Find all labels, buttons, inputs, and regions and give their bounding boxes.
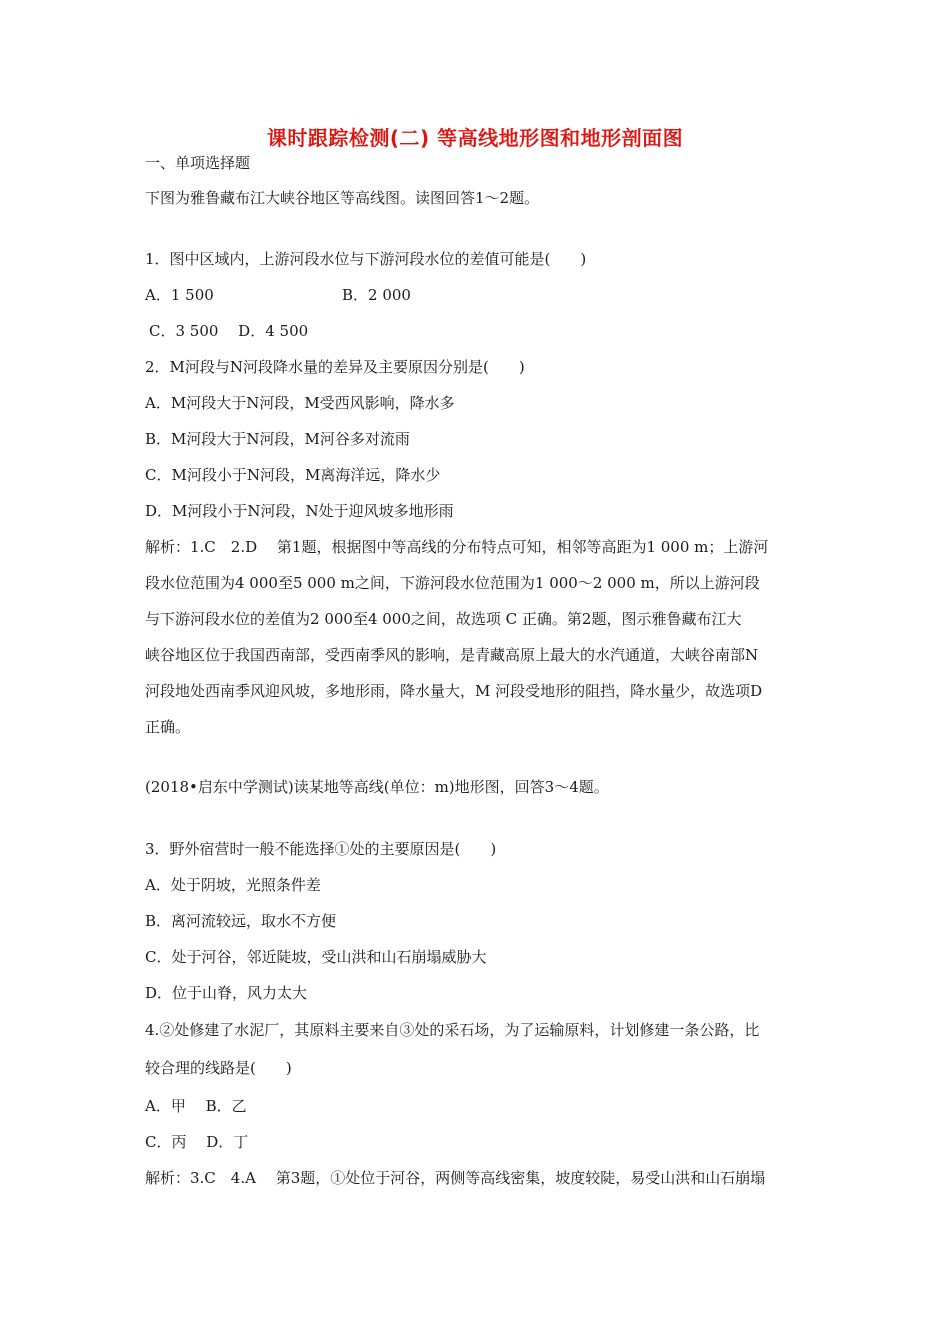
analysis-1-line: 峡谷地区位于我国西南部，受西南季风的影响，是青藏高原上最大的水汽通道，大峡谷南部N [145,646,759,664]
question-2-stem: 2．M河段与N河段降水量的差异及主要原因分别是( ) [145,358,525,376]
question-4-option-ab: A．甲 B．乙 [145,1097,247,1115]
question-3-stem: 3．野外宿营时一般不能选择①处的主要原因是( ) [145,840,497,858]
question-2-option-c: C．M河段小于N河段，M离海洋远，降水少 [145,466,441,484]
question-4-stem-line-1: 4.②处修建了水泥厂，其原料主要来自③处的采石场，为了运输原料，计划修建一条公路，比 [145,1021,760,1039]
question-4-stem-line-2: 较合理的线路是( ) [145,1059,292,1077]
page-title: 课时跟踪检测(二) 等高线地形图和地形剖面图 [266,126,684,150]
question-2-option-b: B．M河段大于N河段，M河谷多对流雨 [145,430,410,448]
section-heading: 一、单项选择题 [145,154,251,172]
analysis-1-line: 与下游河段水位的差值为2 000至4 000之间，故选项 C 正确。第2题，图示雅鲁藏布江大 [145,610,742,628]
analysis-1-line: 河段地处西南季风迎风坡，多地形雨，降水量大，M 河段受地形的阻挡，降水量少，故选项D [145,682,763,700]
question-3-option-c: C．处于河谷，邻近陡坡，受山洪和山石崩塌威胁大 [145,948,487,966]
intro-q1-2: 下图为雅鲁藏布江大峡谷地区等高线图。读图回答1～2题。 [145,189,540,207]
question-3-option-d: D．位于山脊，风力太大 [145,984,308,1002]
question-1-option-cd: C．3 500 D．4 500 [149,322,309,340]
question-2-option-a: A．M河段大于N河段，M受西风影响，降水多 [145,394,455,412]
intro-q3-4: (2018•启东中学测试)读某地等高线(单位：m)地形图，回答3～4题。 [145,778,609,796]
analysis-2-line: 解析：3.C 4.A 第3题，①处位于河谷，两侧等高线密集，坡度较陡，易受山洪和山石崩塌 [145,1169,766,1187]
analysis-1-line: 段水位范围为4 000至5 000 m之间，下游河段水位范围为1 000～2 000 m，所以上游河段 [145,574,760,592]
question-2-option-d: D．M河段小于N河段，N处于迎风坡多地形雨 [145,502,454,520]
analysis-1-line: 解析：1.C 2.D 第1题，根据图中等高线的分布特点可知，相邻等高距为1 000 m；上游河 [145,538,769,556]
question-1-option-b: B．2 000 [342,286,411,304]
question-4-option-cd: C．丙 D．丁 [145,1133,249,1151]
question-1-option-a: A．1 500 [145,286,214,304]
question-3-option-a: A．处于阴坡，光照条件差 [145,876,321,894]
question-3-option-b: B．离河流较远，取水不方便 [145,912,337,930]
analysis-1-line: 正确。 [145,718,191,736]
question-1-stem: 1．图中区域内，上游河段水位与下游河段水位的差值可能是( ) [145,250,587,268]
